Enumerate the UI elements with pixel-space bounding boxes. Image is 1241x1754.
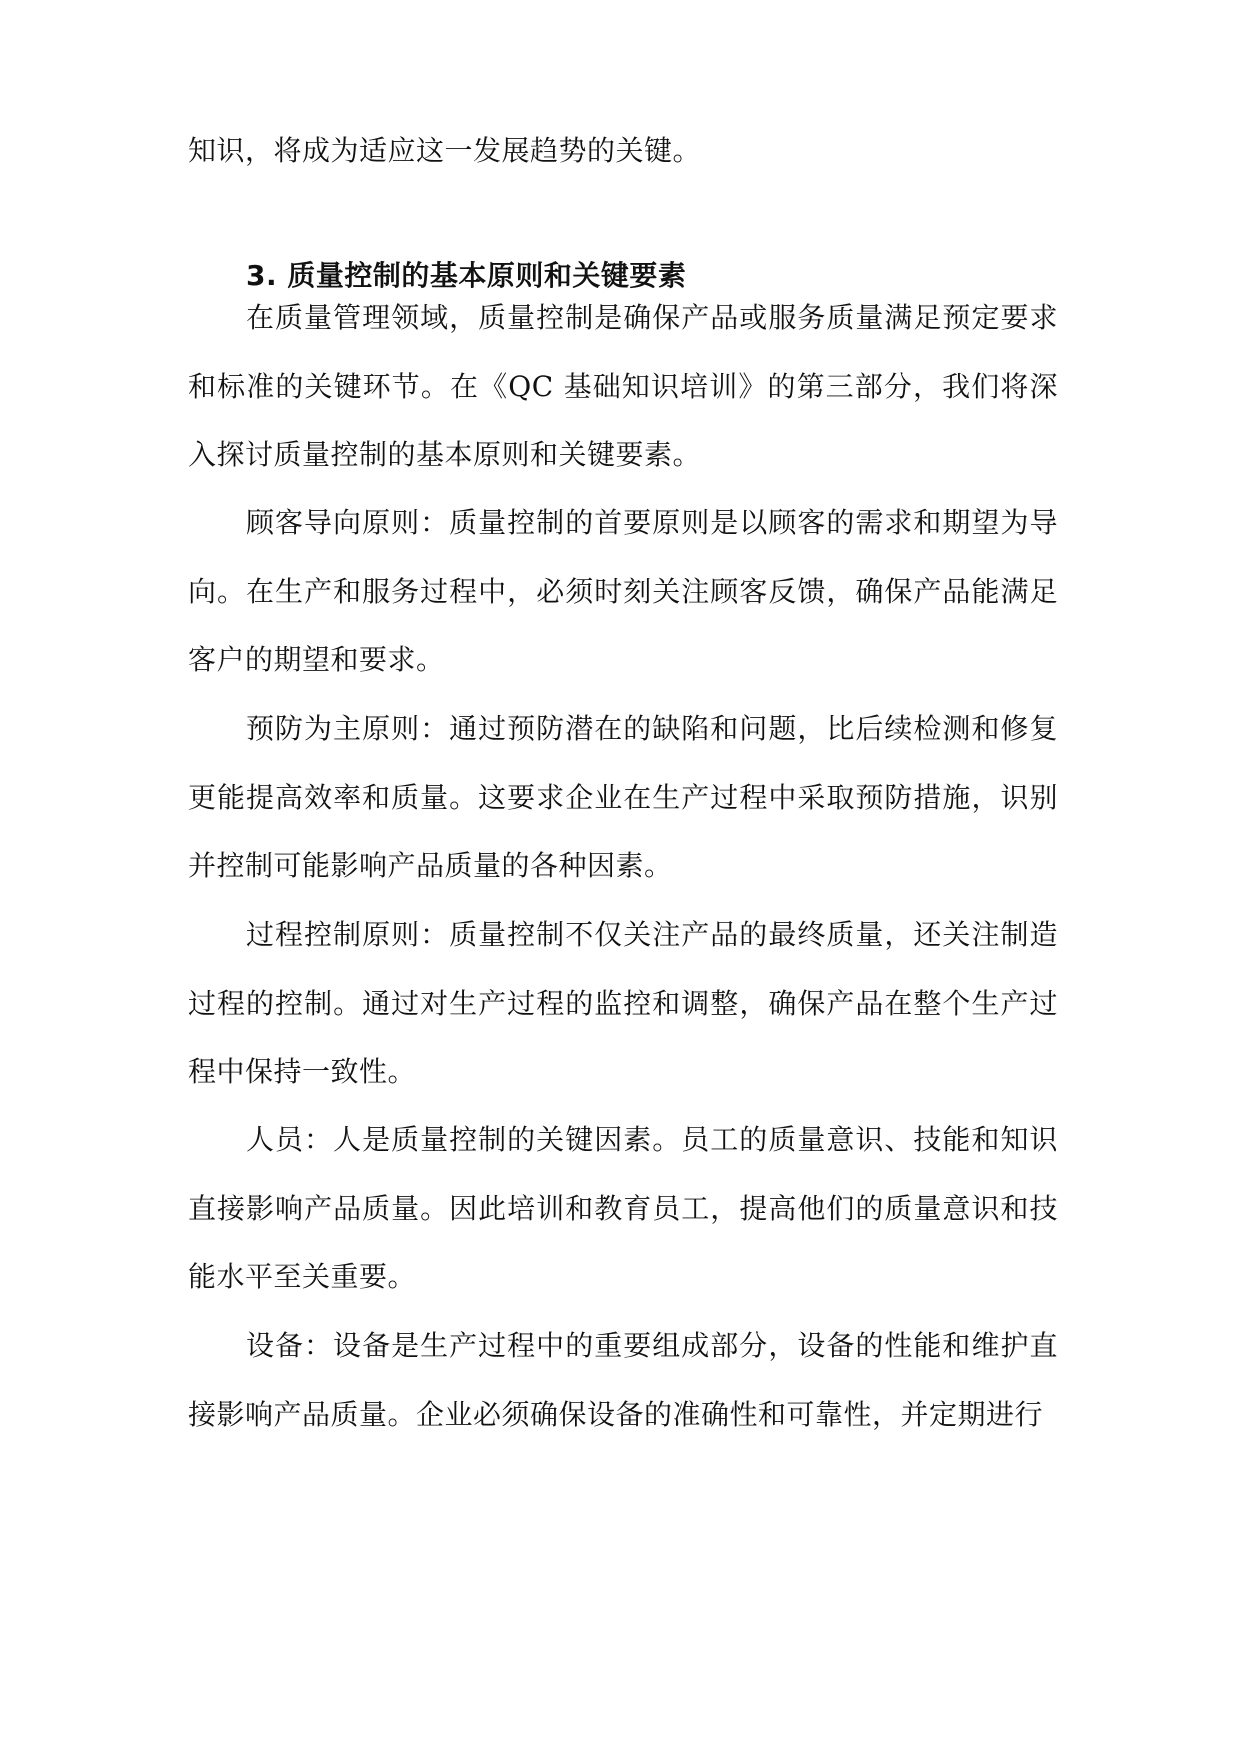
section-heading: 3. 质量控制的基本原则和关键要素: [246, 259, 687, 292]
paragraph-personnel: 人员：人是质量控制的关键因素。员工的质量意识、技能和知识直接影响产品质量。因此培训和教育员工，提高他们的质量意识和技能水平至关重要。: [188, 1123, 1058, 1294]
paragraph-process-control: 过程控制原则：质量控制不仅关注产品的最终质量，还关注制造过程的控制。通过对生产过程的监控和调整，确保产品在整个生产过程中保持一致性。: [188, 918, 1058, 1089]
paragraph-customer-focus: 顾客导向原则：质量控制的首要原则是以顾客的需求和期望为导向。在生产和服务过程中，必须时刻关注顾客反馈，确保产品能满足客户的期望和要求。: [188, 506, 1058, 677]
continuation-text: 知识，将成为适应这一发展趋势的关键。: [188, 134, 702, 167]
paragraph-prevention: 预防为主原则：通过预防潜在的缺陷和问题，比后续检测和修复更能提高效率和质量。这要求企业在生产过程中采取预防措施，识别并控制可能影响产品质量的各种因素。: [188, 712, 1058, 883]
paragraph-equipment: 设备：设备是生产过程中的重要组成部分，设备的性能和维护直接影响产品质量。企业必须确保设备的准确性和可靠性，并定期进行: [188, 1329, 1058, 1431]
paragraph-intro: 在质量管理领域，质量控制是确保产品或服务质量满足预定要求和标准的关键环节。在《QC 基础知识培训》的第三部分，我们将深入探讨质量控制的基本原则和关键要素。: [188, 301, 1058, 472]
